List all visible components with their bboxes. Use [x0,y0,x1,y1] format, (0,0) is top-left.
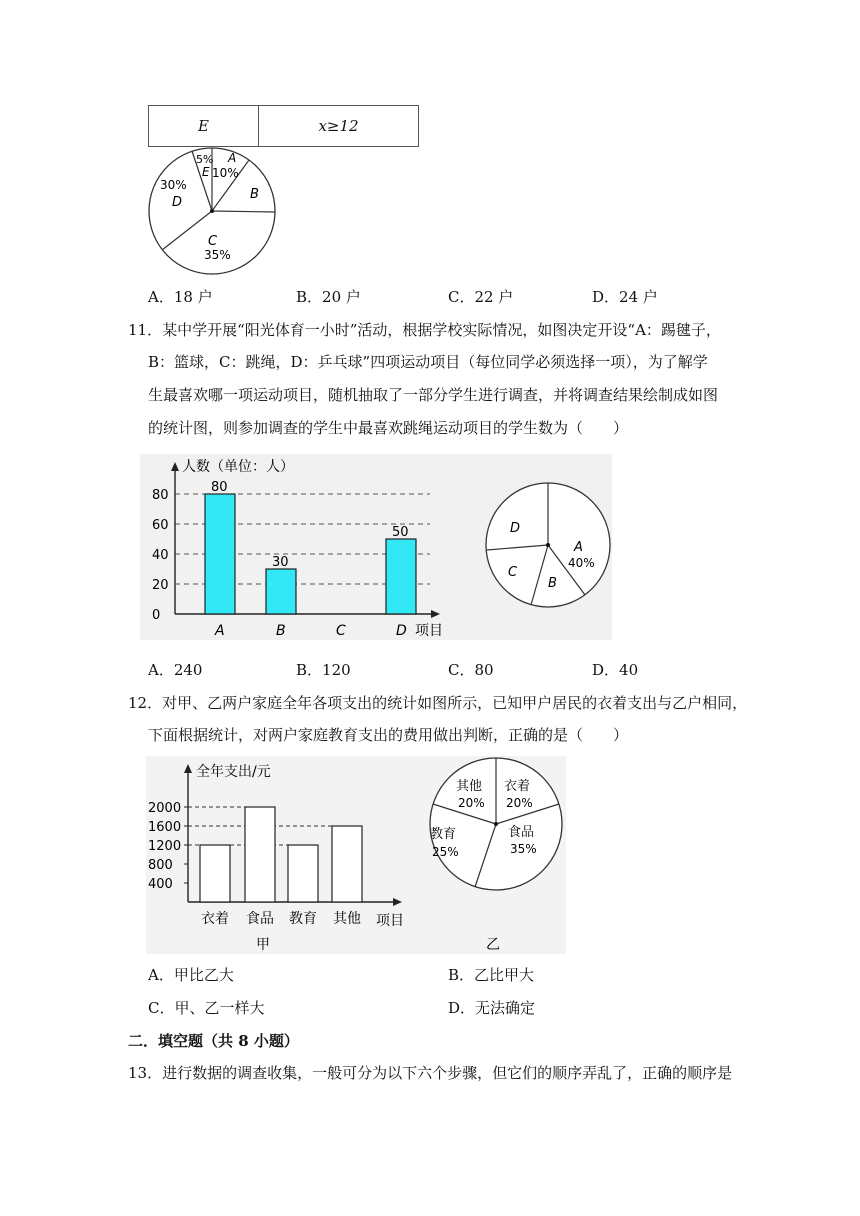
q10-option-c[interactable]: C．22 户 [448,288,514,306]
x-tick-label: 衣着 [201,911,229,927]
y-tick-label: 0 [152,608,161,623]
bar [266,569,296,614]
pie-label-e: E [202,165,210,179]
q12-option-a[interactable]: A．甲比乙大 [148,966,234,984]
q11-line-3: 生最喜欢哪一项运动项目，随机抽取了一部分学生进行调查，并将调查结果绘制成如图 [148,386,719,404]
pie-label-food: 食品 [508,825,535,840]
bar-value-label: 30 [272,555,289,570]
bar-value-label: 50 [392,525,409,540]
pie-label-d: D [172,195,183,210]
pie-pct-food: 35% [510,842,537,856]
pie-pct-a: 10% [212,166,239,180]
pie-label-c: C [508,565,518,580]
q13-line-1: 13．进行数据的调查收集，一般可分为以下六个步骤，但它们的顺序弄乱了，正确的顺序是 [128,1064,733,1082]
q11-line-4: 的统计图，则参加调查的学生中最喜欢跳绳运动项目的学生数为（ ） [148,419,629,437]
pie-label-c: C [208,234,218,249]
bar [245,807,275,902]
q11-line-1: 11．某中学开展“阳光体育一小时”活动，根据学校实际情况，如图决定开设“A：踢毽子， [128,321,721,339]
x-tick-label: B [276,623,286,639]
table-row [149,106,419,147]
y-tick-label: 400 [148,877,173,892]
table-cell-range: x≥12 [259,106,419,147]
pie-label-b: B [548,576,557,591]
group-table [148,105,419,147]
q10-option-b[interactable]: B．20 户 [296,288,361,306]
pie-pct-c: 35% [204,248,231,262]
bar [288,845,318,902]
x-tick-label: 其他 [333,911,361,927]
x-tick-label: 教育 [289,911,317,927]
pie-pct-d: 30% [160,178,187,192]
pie-pct-clothing: 20% [506,796,533,810]
x-tick-label: D [396,623,407,639]
pie-label-d: D [510,521,521,536]
x-axis-label: 项目 [415,623,443,639]
bar [200,845,230,902]
q11-pie-chart [478,470,618,620]
y-axis-arrow [171,462,179,471]
y-axis-label: 人数（单位：人） [182,459,294,475]
y-tick-label: 20 [152,578,169,593]
bar [332,826,362,902]
q10-option-a[interactable]: A．18 户 [148,288,213,306]
q12-option-c[interactable]: C．甲、乙一样大 [148,999,265,1017]
pie-pct-other: 20% [458,796,485,810]
pie-label-education: 教育 [430,827,457,842]
q12-option-b[interactable]: B．乙比甲大 [448,966,535,984]
x-axis-arrow [431,610,440,618]
q11-option-d[interactable]: D．40 [592,661,639,679]
section-fill-blank-title: 二．填空题（共 8 小题） [128,1032,299,1050]
y-tick-label: 60 [152,518,169,533]
bar [205,494,235,614]
x-axis-label: 项目 [376,913,404,929]
pie-label-a: A [574,540,583,555]
q12-line-1: 12．对甲、乙两户家庭全年各项支出的统计如图所示，已知甲户居民的衣着支出与乙户相同， [128,694,748,712]
chart-caption-yi: 乙 [486,937,500,953]
q12-bar-chart [146,756,416,954]
y-axis-label: 全年支出/元 [196,764,271,780]
bar [386,539,416,614]
pie-label-b: B [250,187,259,202]
q11-option-b[interactable]: B．120 [296,661,351,679]
q11-line-2: B：篮球，C：跳绳，D：乒乓球”四项运动项目（每位同学必须选择一项），为了解学 [148,353,708,371]
x-axis-arrow [393,898,402,906]
x-tick-label: A [215,623,225,639]
pie-pct-a: 40% [568,556,595,570]
q11-option-c[interactable]: C．80 [448,661,494,679]
y-tick-label: 2000 [148,801,182,816]
q10-pie-chart [140,142,290,282]
table-cell-group: E [149,106,259,147]
bar-value-label: 80 [211,480,228,495]
pie-label-a: A [228,151,237,165]
q12-pie-chart [420,756,570,954]
x-tick-label: C [336,623,346,639]
q11-option-a[interactable]: A．240 [148,661,203,679]
q12-option-d[interactable]: D．无法确定 [448,999,536,1017]
pie-label-other: 其他 [456,779,483,794]
y-tick-label: 800 [148,858,173,873]
q11-bar-chart [140,454,450,640]
x-tick-label: 食品 [246,911,274,927]
y-tick-label: 1600 [148,820,182,835]
pie-label-clothing: 衣着 [504,779,531,794]
q10-option-d[interactable]: D．24 户 [592,288,658,306]
q12-line-2: 下面根据统计，对两户家庭教育支出的费用做出判断，正确的是（ ） [148,726,629,744]
pie-pct-education: 25% [432,845,459,859]
y-tick-label: 40 [152,548,169,563]
y-axis-arrow [184,764,192,773]
pie-pct-e: 5% [196,153,214,166]
chart-caption-jia: 甲 [256,937,270,953]
y-tick-label: 80 [152,488,169,503]
y-tick-label: 1200 [148,839,182,854]
